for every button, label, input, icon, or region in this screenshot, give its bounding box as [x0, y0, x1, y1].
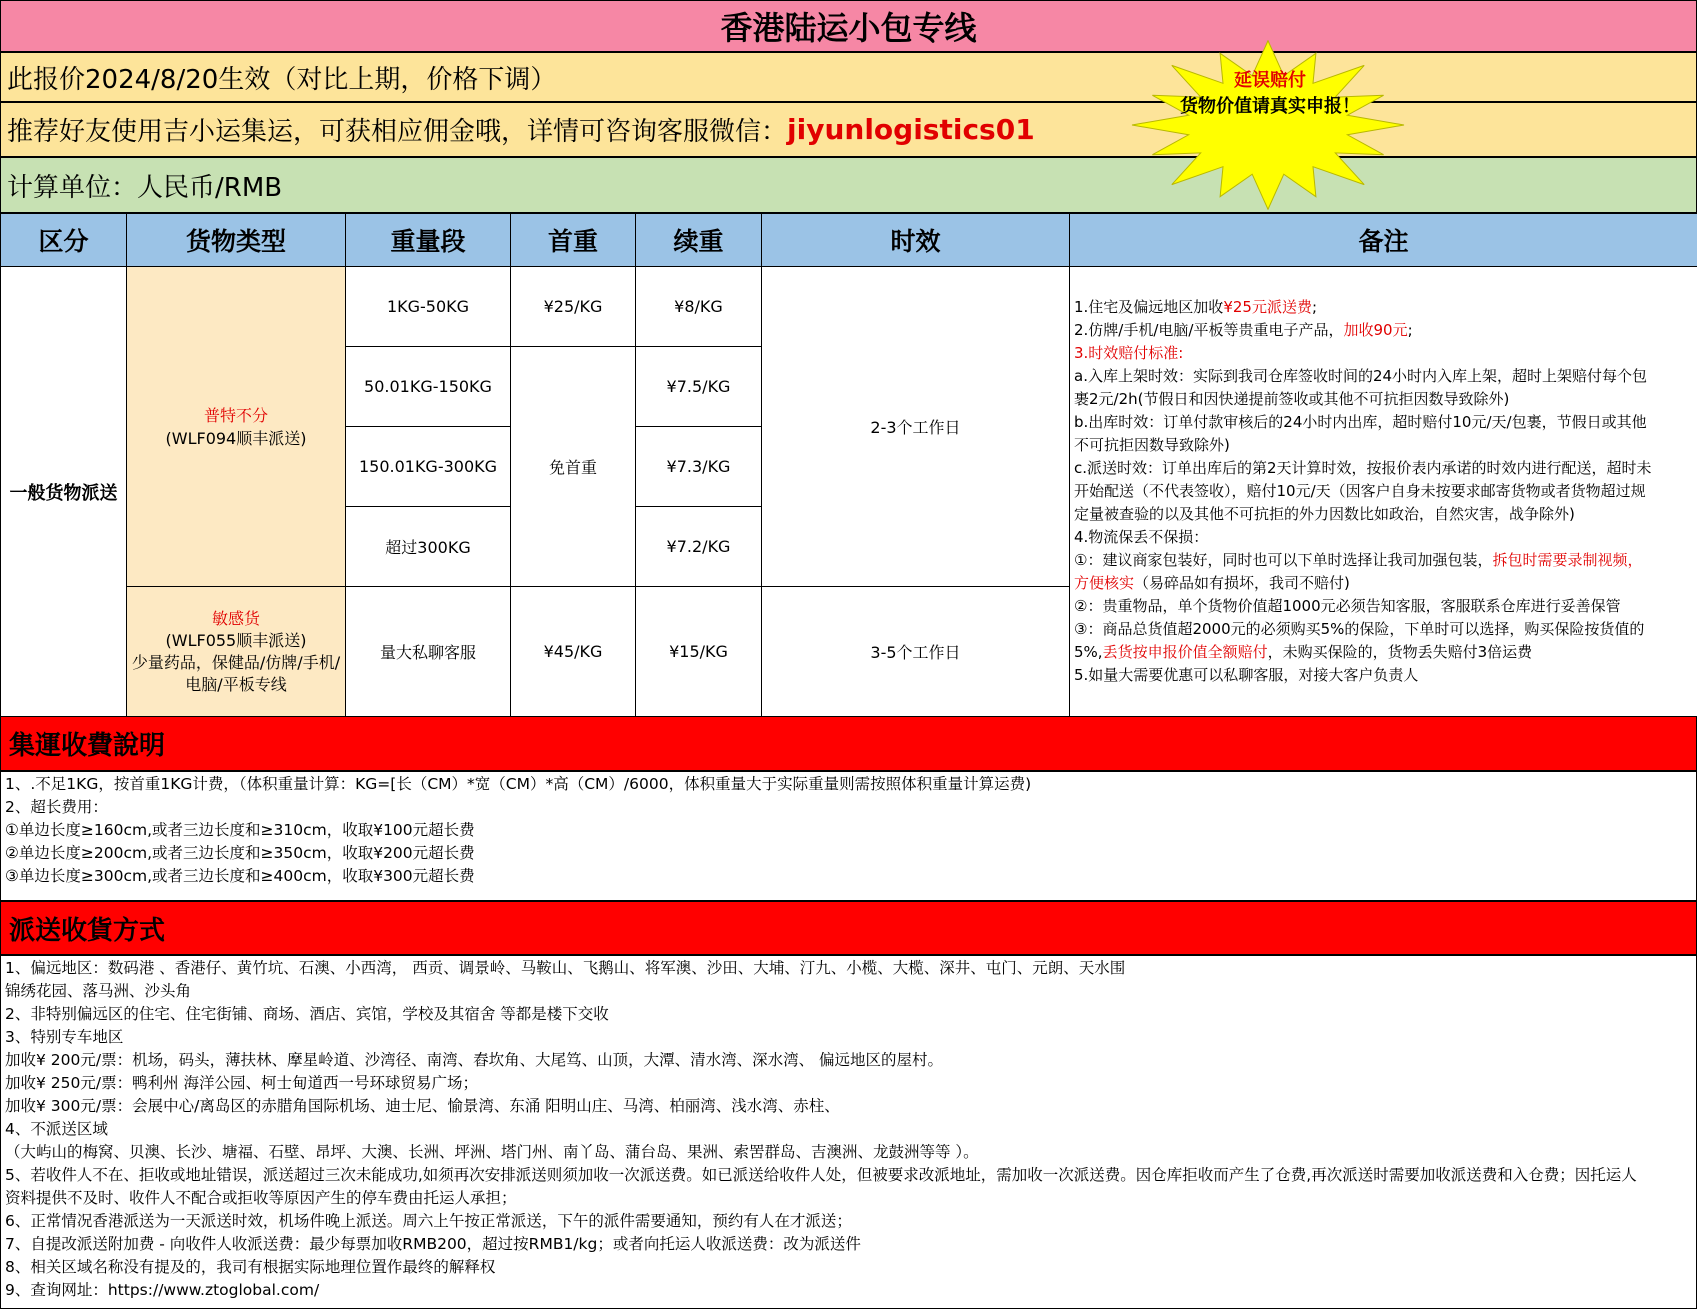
starburst-badge-icon — [1128, 40, 1408, 210]
header-first-weight: 首重 — [511, 214, 636, 267]
starburst-line1: 延误赔付 — [1234, 70, 1306, 91]
first-weight-free-cell: 免首重 — [511, 347, 636, 587]
list-item: 3、特别专车地区 — [5, 1028, 124, 1046]
list-item: 2、超长费用： — [5, 798, 108, 816]
section-fee-body — [0, 771, 1697, 901]
header-transit-time: 时效 — [762, 214, 1070, 267]
starburst-text — [1180, 68, 1360, 120]
goods-type-sensitive: 敏感货 (WLF055顺丰派送) 少量药品，保健品/仿牌/手机/ 电脑/平板专线 — [127, 587, 346, 717]
list-item: 1、偏远地区：数码港 、香港仔、黄竹坑、石澳、小西湾， 西贡、调景岭、马鞍山、飞鹅山、将军澳、沙田、大埔、汀九、小榄、大榄、深井、屯门、元朗、天水围 — [5, 959, 1126, 977]
goods-type-sensitive-name: 敏感货 — [211, 608, 260, 628]
section-fee-title: 集運收費說明 — [0, 716, 1697, 771]
list-item: （大屿山的梅窝、贝澳、长沙、塘福、石壁、昂坪、大澳、长洲、坪洲、塔门州、南丫岛、蒲台岛、果洲、索罟群岛、吉澳洲、龙鼓洲等等 ）。 — [5, 1143, 979, 1161]
currency-unit: 计算单位：人民币/RMB — [0, 157, 1697, 213]
transit-time-sensitive: 3-5个工作日 — [762, 587, 1070, 717]
list-item: 4、不派送区域 — [5, 1120, 108, 1138]
weight-cell: 150.01KG-300KG — [346, 427, 511, 507]
list-item: 1、.不足1KG，按首重1KG计费，（体积重量计算：KG=[长（CM）*宽（CM）*高（CM）/6000，体积重量大于实际重量则需按照体积重量计算运费) — [5, 775, 1032, 793]
list-item: 8、相关区域名称没有提及的，我司有根据实际地理位置作最终的解释权 — [5, 1258, 496, 1276]
referral-text: 推荐好友使用吉小运集运，可获相应佣金哦，详情可咨询客服微信： — [7, 117, 788, 147]
remarks-cell: 1.住宅及偏远地区加收¥25元派送费; 2.仿牌/手机/电脑/平板等贵重电子产品，加收90元; 3.时效赔付标准: a.入库上架时效：实际到我司仓库签收时间的24小时内入库上架，超时上架赔付每个包 裹2元/2h(节假日和因快递提前签收或其他不可抗拒因数导致除外) b.出库时效：订单付款审核后的24小时内出库，超时赔付10元/天/包裹，节假日或其他 不可抗拒因数导致除外) c.派送时效：订单出库后的第2天计算时效，按报价表内承诺的时效内进行配送，超时未 开始配送（不代表签收），赔付10元/天（因客户自身未按要求邮寄货物或者货物超过规 定量被查验的以及其他不可抗拒的外力因数比如政治，自然灾害，战争除外) 4.物流保丢不保损： ①：建议商家包装好，同时也可以下单时选择让我司加强包装，拆包时需要录制视频， 方便核实（易碎品如有损坏，我司不赔付) ②：贵重物品，单个货物价值超1000元必须告知客服，客服联系仓库进行妥善保管 ③：商品总货值超2000元的必须购买5%的保险，下单时可以选择，购买保险按货值的 5%,丢货按申报价值全额赔付，未购买保险的，货物丢失赔付3倍运费 5.如量大需要优惠可以私聊客服，对接大客户负责人 — [1070, 267, 1697, 717]
header-weight: 重量段 — [346, 214, 511, 267]
goods-type-general — [127, 267, 346, 587]
section-delivery-body — [0, 955, 1697, 1309]
effective-notice: 此报价2024/8/20生效（对比上期，价格下调） — [0, 52, 1697, 102]
goods-type-general-code: (WLF094顺丰派送) — [165, 428, 307, 448]
table-row — [1, 267, 1697, 347]
list-item: 5、若收件人不在、拒收或地址错误，派送超过三次未能成功,如须再次安排派送则须加收一次派送费。如已派送给收件人处，但被要求改派地址，需加收一次派送费。因仓库拒收而产生了仓费,再次派送时需要加收派送费和入仓费；因托运人 — [5, 1166, 1637, 1184]
starburst-shape — [1132, 41, 1404, 210]
list-item: 7、自提改派送附加费 - 向收件人收派送费：最少每票加收RMB200，超过按RMB1/kg；或者向托运人收派送费：改为派送件 — [5, 1235, 861, 1253]
continued-weight-cell: ¥15/KG — [636, 587, 762, 717]
section-delivery-title: 派送收貨方式 — [0, 901, 1697, 955]
transit-time-general: 2-3个工作日 — [762, 267, 1070, 587]
referral-banner — [0, 102, 1697, 157]
list-item: 加收¥ 250元/票：鸭利州 海洋公园、柯士甸道西一号环球贸易广场； — [5, 1074, 479, 1092]
page-title: 香港陆运小包专线 — [0, 0, 1697, 52]
table-header-row — [1, 214, 1697, 267]
header-remarks: 备注 — [1070, 214, 1697, 267]
list-item: ①单边长度≥160cm,或者三边长度和≥310cm，收取¥100元超长费 — [5, 821, 475, 839]
continued-weight-cell: ¥7.2/KG — [636, 507, 762, 587]
continued-weight-cell: ¥8/KG — [636, 267, 762, 347]
goods-type-general-name: 普特不分 — [203, 405, 268, 425]
list-item: 6、正常情况香港派送为一天派送时效，机场件晚上派送。周六上午按正常派送，下午的派件需要通知，预约有人在才派送； — [5, 1212, 852, 1230]
header-goods-type: 货物类型 — [127, 214, 346, 267]
list-item: 锦绣花园、落马洲、沙头角 — [5, 982, 192, 1000]
rate-table — [0, 213, 1697, 717]
referral-wechat-id: jiyunlogistics01 — [787, 113, 1035, 146]
list-item: 9、查询网址：https://www.ztoglobal.com/ — [5, 1281, 320, 1299]
list-item: 2、非特别偏远区的住宅、住宅街铺、商场、酒店、宾馆，学校及其宿舍 等都是楼下交收 — [5, 1005, 609, 1023]
starburst-line2: 货物价值请真实申报！ — [1180, 96, 1360, 117]
weight-cell: 1KG-50KG — [346, 267, 511, 347]
list-item: 加收¥ 200元/票：机场，码头，薄扶林、摩星岭道、沙湾径、南湾、舂坎角、大尾笃、山顶，大潭、清水湾、深水湾、 偏远地区的屋村。 — [5, 1051, 944, 1069]
category-cell: 一般货物派送 — [1, 267, 127, 717]
list-item: ③单边长度≥300cm,或者三边长度和≥400cm，收取¥300元超长费 — [5, 867, 475, 885]
header-continued-weight: 续重 — [636, 214, 762, 267]
weight-cell: 量大私聊客服 — [346, 587, 511, 717]
weight-cell: 50.01KG-150KG — [346, 347, 511, 427]
weight-cell: 超过300KG — [346, 507, 511, 587]
continued-weight-cell: ¥7.5/KG — [636, 347, 762, 427]
header-zone: 区分 — [1, 214, 127, 267]
list-item: ②单边长度≥200cm,或者三边长度和≥350cm，收取¥200元超长费 — [5, 844, 475, 862]
list-item: 加收¥ 300元/票：会展中心/离岛区的赤腊角国际机场、迪士尼、愉景湾、东涌 阳明山庄、马湾、柏丽湾、浅水湾、赤柱、 — [5, 1097, 840, 1115]
continued-weight-cell: ¥7.3/KG — [636, 427, 762, 507]
list-item: 资料提供不及时、收件人不配合或拒收等原因产生的停车费由托运人承担； — [5, 1189, 517, 1207]
first-weight-cell: ¥45/KG — [511, 587, 636, 717]
first-weight-cell: ¥25/KG — [511, 267, 636, 347]
